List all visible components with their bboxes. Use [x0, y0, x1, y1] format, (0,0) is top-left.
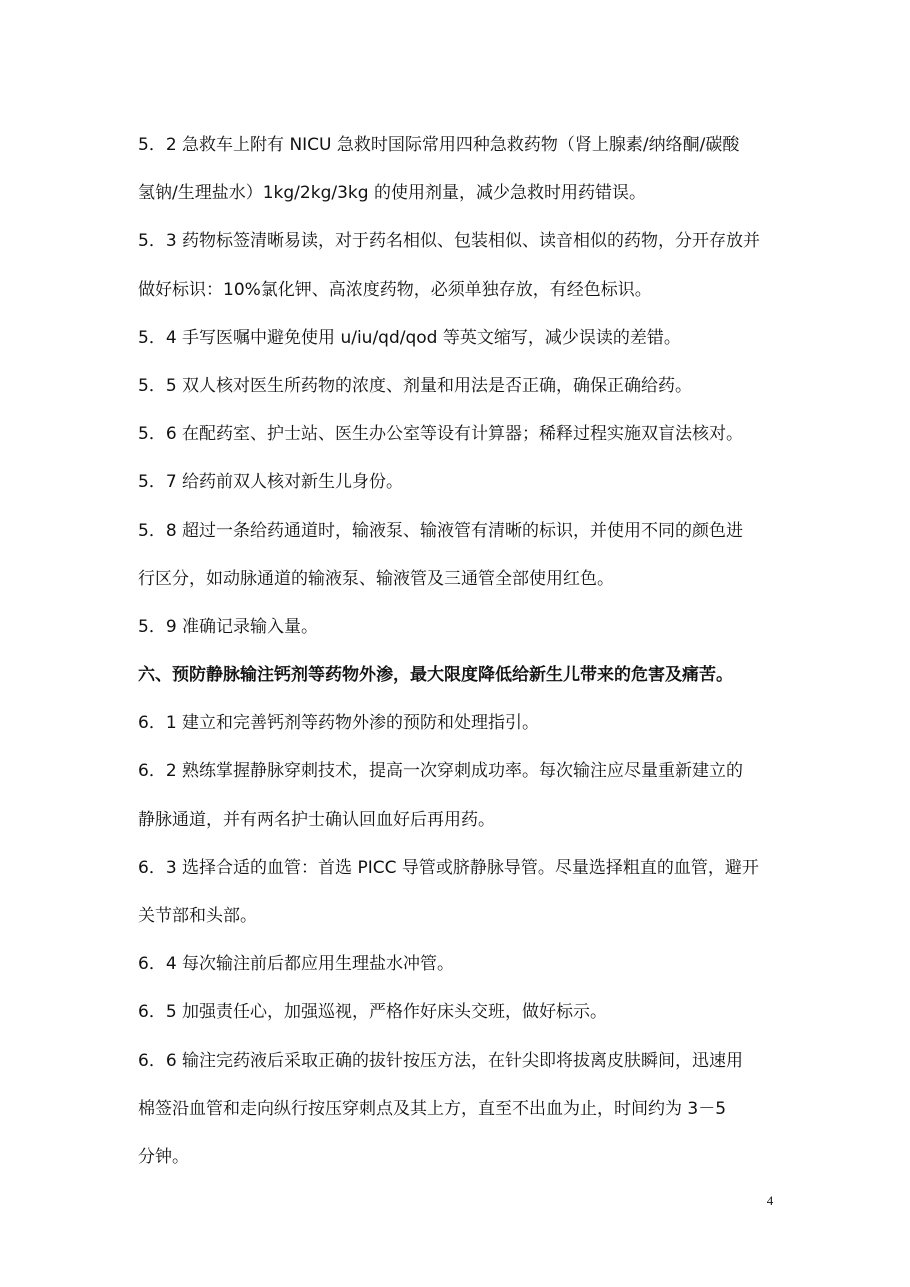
- text-line: 6．2 熟练掌握静脉穿刺技术，提高一次穿刺成功率。每次输注应尽量重新建立的: [138, 761, 744, 782]
- text-line: 5．8 超过一条给药通道时，输液泵、输液管有清晰的标识，并使用不同的颜色进: [138, 520, 744, 541]
- text-line: 5．6 在配药室、护士站、医生办公室等设有计算器；稀释过程实施双盲法核对。: [138, 424, 744, 445]
- text-line: 5．7 给药前双人核对新生儿身份。: [138, 472, 404, 493]
- text-line: 5．9 准确记录输入量。: [138, 616, 319, 637]
- text-line: 氢钠/生理盐水）1kg/2kg/3kg 的使用剂量，减少急救时用药错误。: [138, 183, 646, 204]
- text-line: 分钟。: [138, 1146, 189, 1167]
- text-line: 静脉通道，并有两名护士确认回血好后再用药。: [138, 809, 495, 830]
- text-line: 5．3 药物标签清晰易读，对于药名相似、包装相似、读音相似的药物，分开存放并: [138, 231, 761, 252]
- text-line: 5．4 手写医嘱中避免使用 u/iu/qd/qod 等英文缩写，减少误读的差错。: [138, 327, 681, 348]
- text-line: 行区分，如动脉通道的输液泵、输液管及三通管全部使用红色。: [138, 568, 614, 589]
- text-line: 做好标识：10%氯化钾、高浓度药物，必须单独存放，有经色标识。: [138, 279, 652, 300]
- section-heading: 六、预防静脉输注钙剂等药物外渗，最大限度降低给新生儿带来的危害及痛苦。: [138, 665, 733, 686]
- text-line: 棉签沿血管和走向纵行按压穿刺点及其上方，直至不出血为止，时间约为 3－5: [138, 1098, 727, 1119]
- text-line: 6．6 输注完药液后采取正确的拔针按压方法，在针尖即将拔离皮肤瞬间，迅速用: [138, 1050, 744, 1071]
- text-line: 关节部和头部。: [138, 906, 257, 926]
- text-line: 6．5 加强责任心，加强巡视，严格作好床头交班，做好标示。: [138, 1002, 608, 1023]
- text-line: 6．3 选择合适的血管：首选 PICC 导管或脐静脉导管。尽量选择粗直的血管，避开: [138, 857, 759, 878]
- page-number: 4: [766, 1193, 774, 1208]
- text-line: 6．1 建立和完善钙剂等药物外渗的预防和处理指引。: [138, 713, 540, 734]
- text-line: 5．5 双人核对医生所药物的浓度、剂量和用法是否正确，确保正确给药。: [138, 375, 693, 396]
- text-line: 5．2 急救车上附有 NICU 急救时国际常用四种急救药物（肾上腺素/纳络酮/碳酸: [138, 135, 740, 155]
- document-body: [138, 128, 778, 1188]
- text-line: 6．4 每次输注前后都应用生理盐水冲管。: [138, 954, 455, 975]
